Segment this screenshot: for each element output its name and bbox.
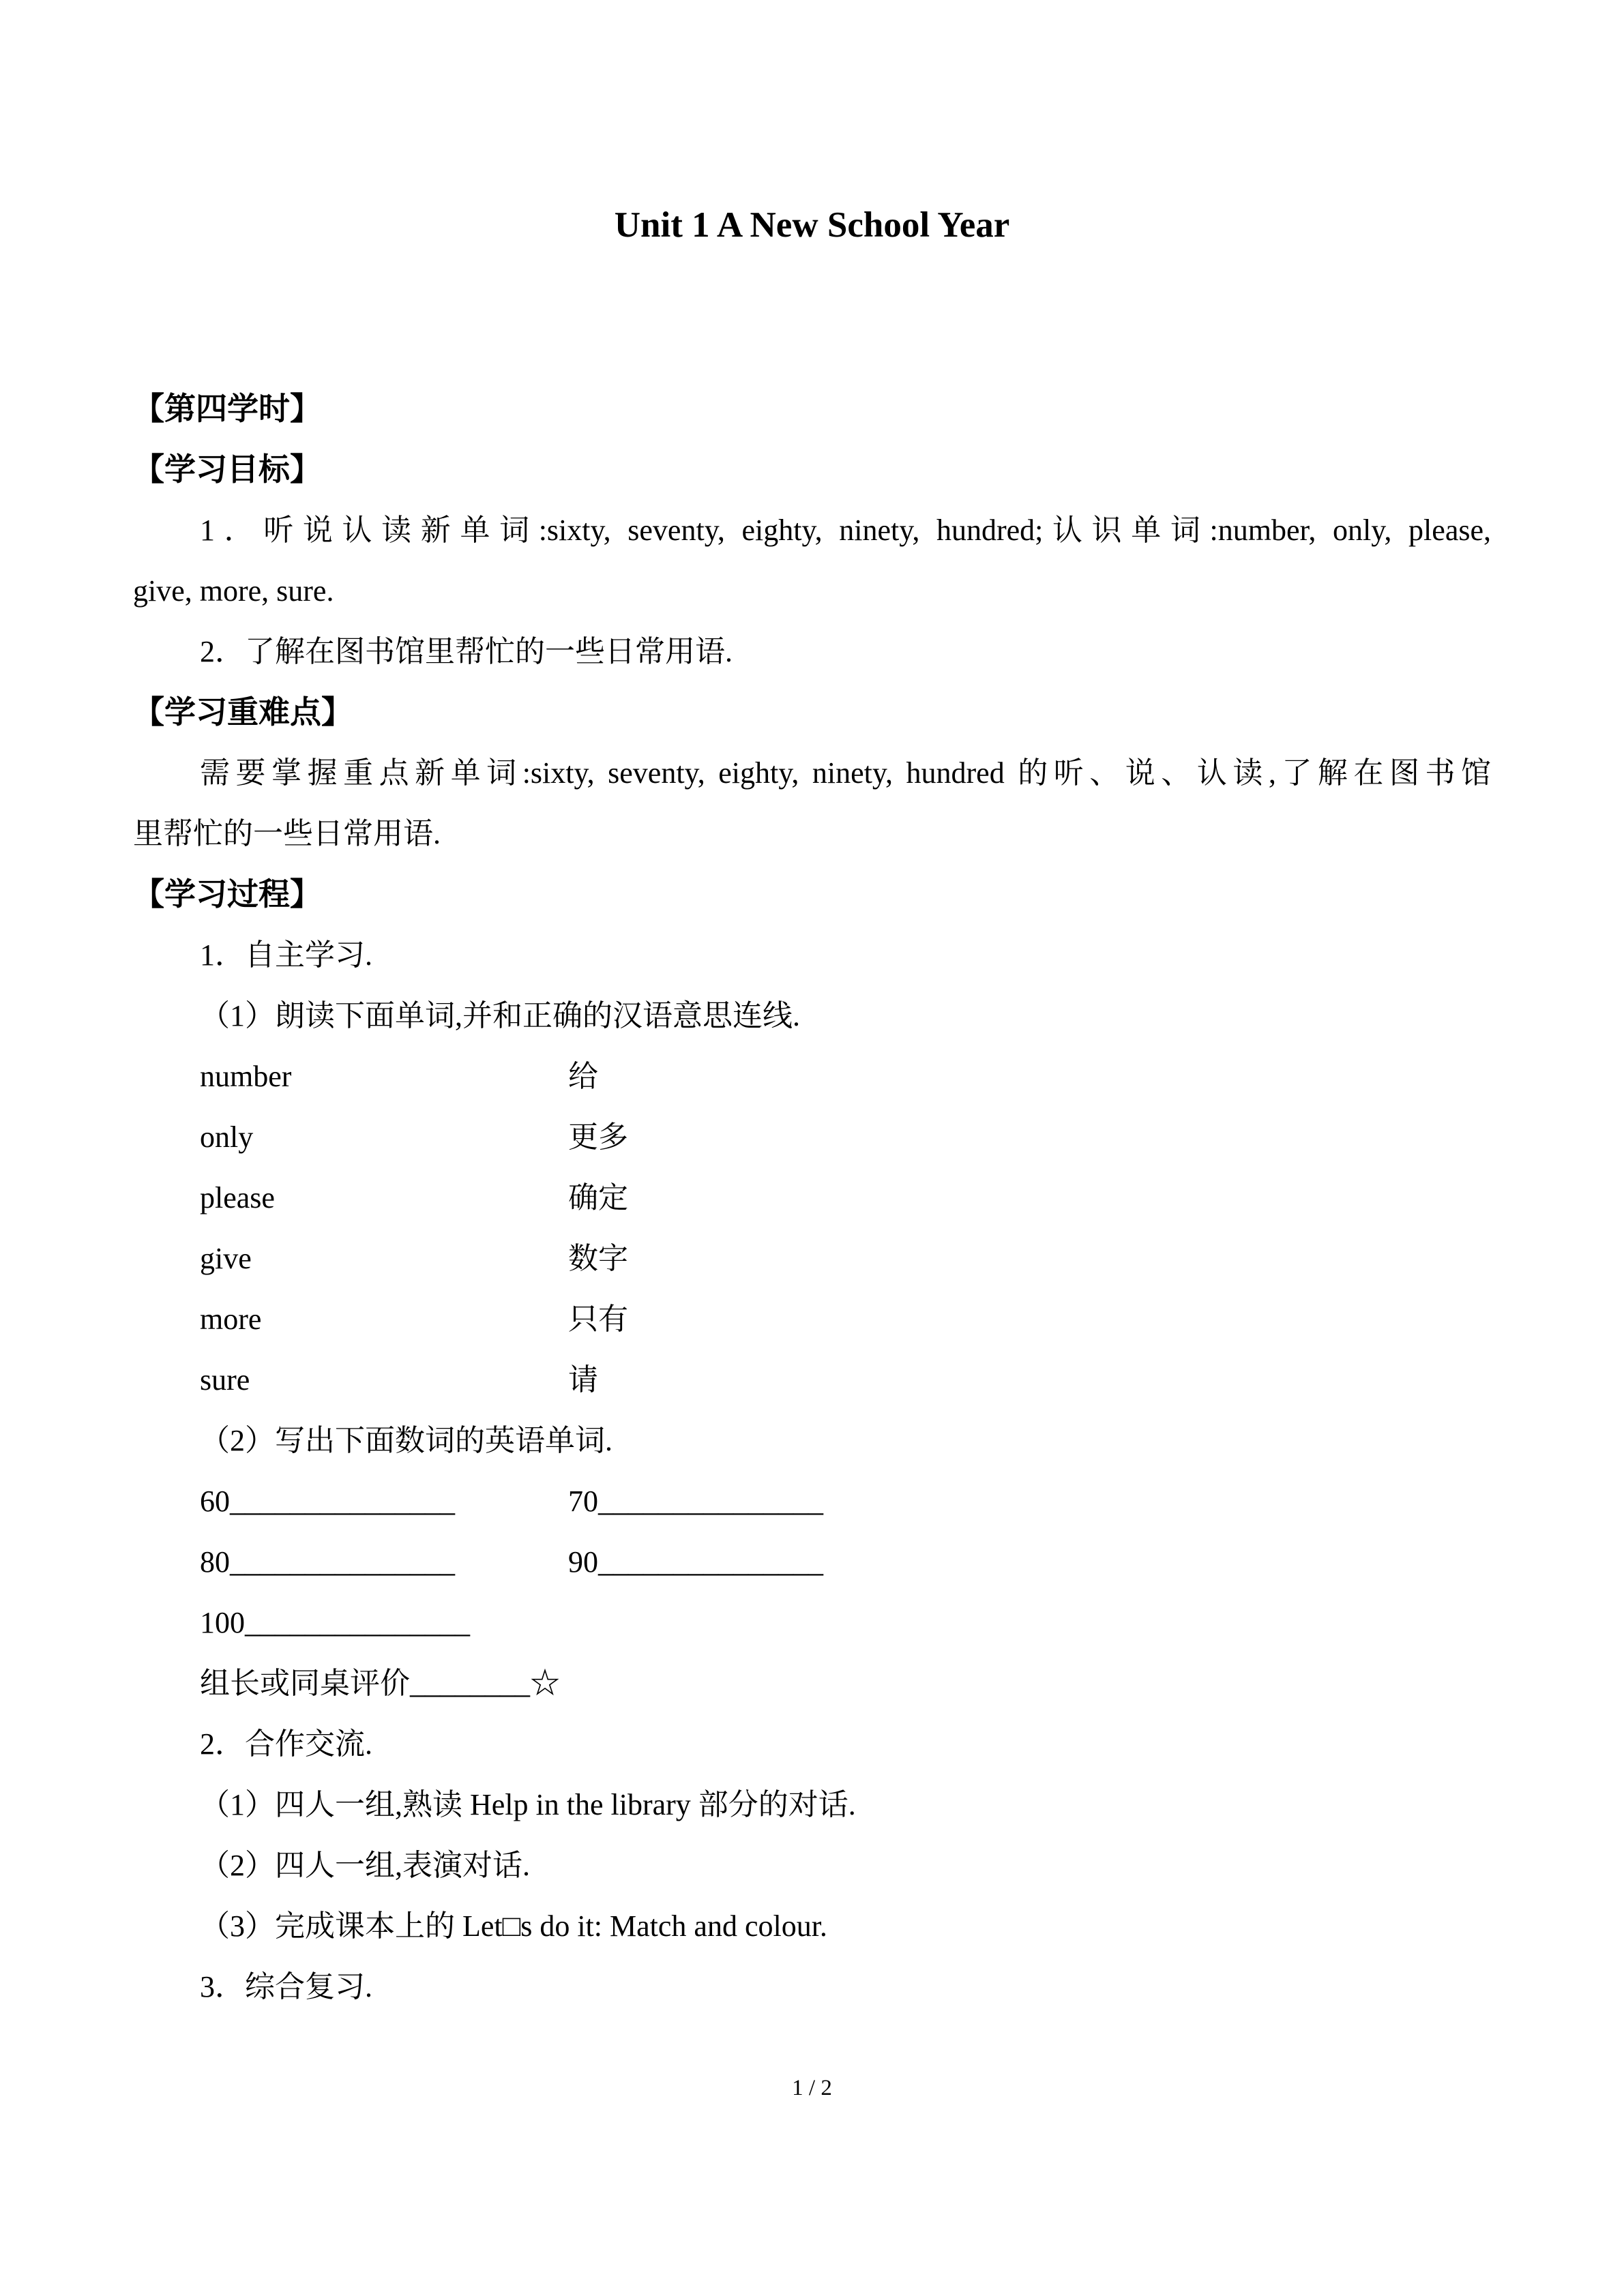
heading-keypoints: 【学习重难点】	[133, 695, 353, 730]
keypoints-line-1: 需要掌握重点新单词:sixty, seventy, eighty, ninety, hundred 的听、说、认读,了解在图书馆	[200, 756, 1491, 790]
process-step-1: 1．自主学习.	[200, 938, 372, 972]
match-chinese-meaning: 数字	[568, 1242, 628, 1275]
heading-goals: 【学习目标】	[133, 452, 321, 487]
process-task-1: （1）朗读下面单词,并和正确的汉语意思连线.	[200, 999, 800, 1032]
number-blank: 60_______________	[200, 1485, 455, 1518]
match-row	[133, 1350, 1491, 1410]
match-english-word: sure	[200, 1363, 250, 1397]
cooperation-item-2: （2）四人一组,表演对话.	[200, 1849, 530, 1882]
keypoints-line-2: 里帮忙的一些日常用语.	[133, 817, 441, 850]
cooperation-item-1: （1）四人一组,熟读 Help in the library 部分的对话.	[200, 1788, 856, 1821]
match-row	[133, 1107, 1491, 1167]
goal-item-2: 2．了解在图书馆里帮忙的一些日常用语.	[200, 635, 733, 668]
match-row	[133, 1228, 1491, 1289]
match-row	[133, 1167, 1491, 1228]
match-english-word: more	[200, 1302, 262, 1336]
heading-process: 【学习过程】	[133, 877, 321, 912]
match-row	[133, 1046, 1491, 1107]
process-step-2: 2．合作交流.	[200, 1727, 372, 1761]
goal-item-1-line-1: 1．听说认读新单词:sixty, seventy, eighty, ninety, hundred;认识单词:number, only, please,	[200, 513, 1491, 547]
match-chinese-meaning: 更多	[568, 1120, 628, 1154]
goal-item-1-line-2: give, more, sure.	[133, 574, 334, 608]
evaluation-line: 组长或同桌评价________☆	[200, 1667, 560, 1700]
match-english-word: number	[200, 1060, 292, 1093]
number-blank: 100_______________	[200, 1606, 470, 1639]
match-english-word: only	[200, 1120, 254, 1154]
heading-session: 【第四学时】	[133, 391, 321, 426]
number-blank: 90_______________	[568, 1545, 823, 1579]
process-task-2: （2）写出下面数词的英语单词.	[200, 1424, 612, 1457]
number-blank: 80_______________	[200, 1545, 455, 1579]
number-blank-row	[133, 1592, 1491, 1653]
cooperation-item-3: （3）完成课本上的 Let□s do it: Match and colour.	[200, 1909, 827, 1943]
number-blank: 70_______________	[568, 1485, 823, 1518]
match-english-word: give	[200, 1242, 252, 1275]
match-english-word: please	[200, 1181, 275, 1214]
document-title: Unit 1 A New School Year	[614, 205, 1010, 245]
match-chinese-meaning: 确定	[568, 1181, 628, 1214]
process-step-3: 3．综合复习.	[200, 1970, 372, 2003]
number-blank-row	[133, 1471, 1491, 1532]
match-chinese-meaning: 只有	[568, 1302, 628, 1336]
page-number: 1 / 2	[792, 2076, 832, 2100]
match-chinese-meaning: 请	[568, 1363, 598, 1397]
match-chinese-meaning: 给	[568, 1060, 598, 1093]
number-blank-row	[133, 1532, 1491, 1592]
match-row	[133, 1289, 1491, 1350]
